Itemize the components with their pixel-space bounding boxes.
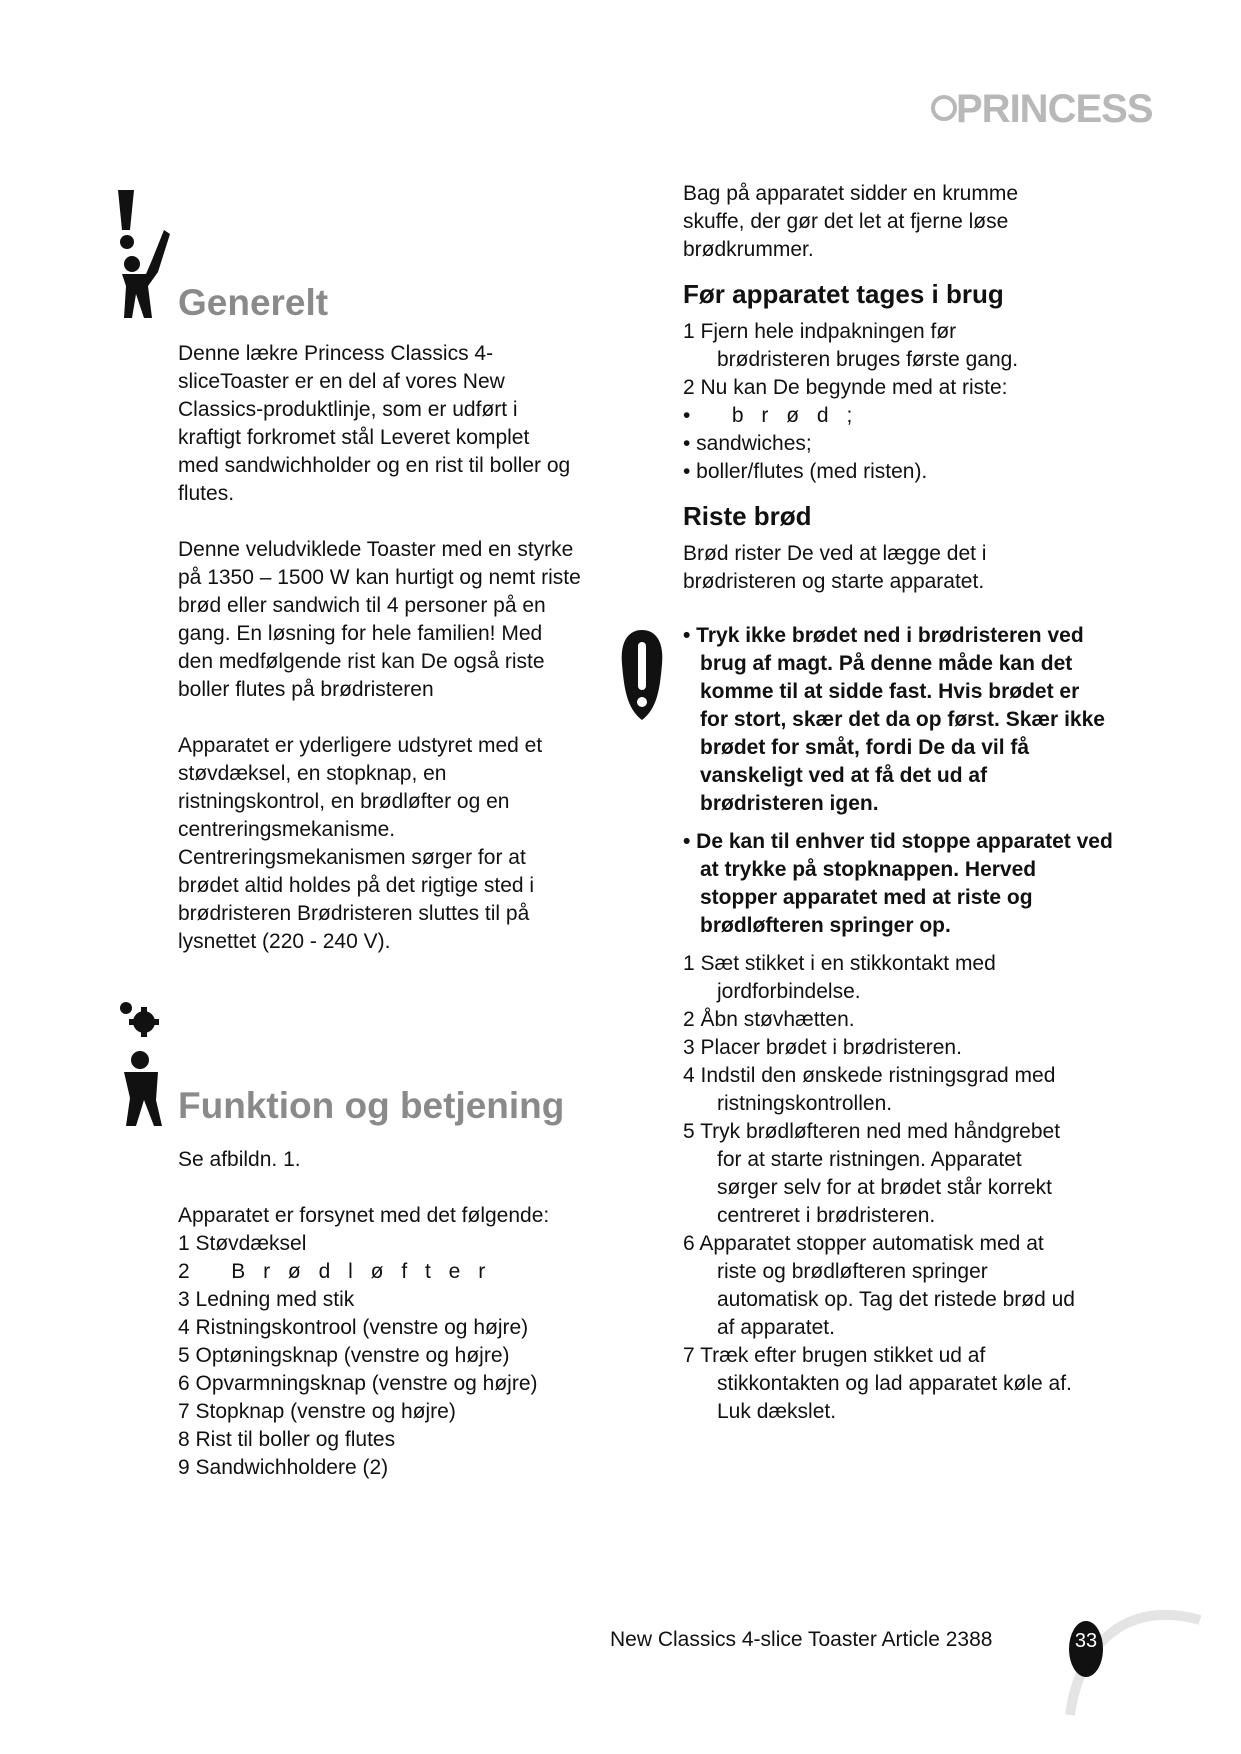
heading-toast-bread: Riste brød — [683, 501, 812, 531]
gear-person-icon — [116, 1000, 176, 1135]
parts-list — [178, 1230, 618, 1482]
text-line: ristningskontrol, en brødløfter og en — [178, 790, 510, 813]
bullet-item: • boller/flutes (med risten). — [683, 460, 928, 483]
step-line: Luk dækslet. — [717, 1400, 837, 1423]
text-line: Apparatet er yderligere udstyret med et — [178, 734, 543, 757]
step-line: 2 Åbn støvhætten. — [683, 1008, 855, 1031]
parts-intro: Apparatet er forsynet med det følgende: — [178, 1204, 550, 1227]
text-line: gang. En løsning for hele familien! Med — [178, 622, 543, 645]
step-line: 5 Tryk brødløfteren ned med håndgrebet — [683, 1120, 1061, 1143]
text-line: brødet altid holdes på det rigtige sted i — [178, 874, 535, 897]
warning-item: • Tryk ikke brødet ned i brødristeren ved brug af magt. På denne måde kan det komme til at sidde fast. Hvis brødet er for stort, skær det da op først. Skær ikke brødet for småt, fordi De da vil få vanskeligt ved at få det ud af brødristeren igen. — [683, 624, 1105, 815]
bullet-item: • brød; — [683, 404, 871, 427]
left-column — [178, 340, 618, 956]
list-item: 2 Brødløfter — [178, 1260, 504, 1283]
before-step-1-cont: brødristeren bruges første gang. — [717, 348, 1019, 371]
bullet-item: • sandwiches; — [683, 432, 812, 455]
step-line: riste og brødløfteren springer — [717, 1260, 988, 1283]
text-line: kraftigt forkromet stål Leveret komplet — [178, 426, 530, 449]
text-line: brødristeren Brødristeren sluttes til på — [178, 902, 530, 925]
exclamation-person-icon — [112, 190, 172, 325]
heading-funktion: Funktion og betjening — [178, 1085, 565, 1126]
list-item: 6 Opvarmningsknap (venstre og højre) — [178, 1372, 538, 1395]
crumb-tray-text — [683, 180, 1113, 264]
text-line: skuffe, der gør det let at fjerne løse — [683, 210, 1009, 233]
text-line: Denne veludviklede Toaster med en styrke — [178, 538, 574, 561]
page-number: 33 — [1069, 1621, 1103, 1677]
text-line: med sandwichholder og en rist til boller og — [178, 454, 571, 477]
right-column — [683, 180, 1113, 1426]
heading-before-use: Før apparatet tages i brug — [683, 279, 1004, 309]
text-line: flutes. — [178, 482, 235, 505]
usage-steps — [683, 950, 1113, 1426]
text-line: brødkrummer. — [683, 238, 814, 261]
text-line: Bag på apparatet sidder en krumme — [683, 182, 1019, 205]
list-item: 8 Rist til boller og flutes — [178, 1428, 396, 1451]
before-step-1: 1 Fjern hele indpakningen før — [683, 320, 957, 343]
function-section — [178, 1146, 618, 1482]
step-line: 4 Indstil den ønskede ristningsgrad med — [683, 1064, 1056, 1087]
text-line: på 1350 – 1500 W kan hurtigt og nemt riste — [178, 566, 581, 589]
step-line: af apparatet. — [717, 1316, 835, 1339]
step-line: sørger selv for at brødet står korrekt — [717, 1176, 1052, 1199]
list-item: 5 Optøningsknap (venstre og højre) — [178, 1344, 510, 1367]
step-line: 6 Apparatet stopper automatisk med at — [683, 1232, 1044, 1255]
text-line: Brød rister De ved at lægge det i — [683, 542, 987, 565]
text-line: brød eller sandwich til 4 personer på en — [178, 594, 546, 617]
text-line: centreringsmekanisme. — [178, 818, 396, 841]
text-line: sliceToaster er en del af vores New — [178, 370, 505, 393]
list-item: 9 Sandwichholdere (2) — [178, 1456, 389, 1479]
warning-block — [683, 622, 1113, 940]
step-line: centreret i brødristeren. — [717, 1204, 936, 1227]
list-item: 1 Støvdæksel — [178, 1232, 307, 1255]
text-line: boller flutes på brødristeren — [178, 678, 434, 701]
footer-text: New Classics 4-slice Toaster Article 2388 — [610, 1628, 993, 1651]
princess-logo — [930, 78, 1153, 136]
before-step-2: 2 Nu kan De begynde med at riste: — [683, 376, 1008, 399]
step-line: automatisk op. Tag det ristede brød ud — [717, 1288, 1075, 1311]
step-line: 1 Sæt stikket i en stikkontakt med — [683, 952, 996, 975]
general-paragraph-1 — [178, 340, 618, 508]
step-line: 7 Træk efter brugen stikket ud af — [683, 1344, 986, 1367]
step-line: jordforbindelse. — [717, 980, 861, 1003]
warning-exclamation-icon — [618, 628, 666, 729]
general-paragraph-3 — [178, 732, 618, 956]
see-figure-text: Se afbildn. 1. — [178, 1148, 301, 1171]
step-line: 3 Placer brødet i brødristeren. — [683, 1036, 962, 1059]
text-line: Denne lækre Princess Classics 4- — [178, 342, 494, 365]
general-paragraph-2 — [178, 536, 618, 704]
step-line: for at starte ristningen. Apparatet — [717, 1148, 1022, 1171]
text-line: lysnettet (220 - 240 V). — [178, 930, 391, 953]
step-line: stikkontakten og lad apparatet køle af. — [717, 1372, 1072, 1395]
step-line: ristningskontrollen. — [717, 1092, 893, 1115]
text-line: brødristeren og starte apparatet. — [683, 570, 985, 593]
text-line: Centreringsmekanismen sørger for at — [178, 846, 526, 869]
list-item: 4 Ristningskontrool (venstre og højre) — [178, 1316, 529, 1339]
list-item: 3 Ledning med stik — [178, 1288, 355, 1311]
list-item: 7 Stopknap (venstre og højre) — [178, 1400, 456, 1423]
warning-item: • De kan til enhver tid stoppe apparatet ved at trykke på stopknappen. Herved stopper apparatet med at riste og brødløfteren springer op. — [683, 830, 1113, 937]
text-line: Classics-produktlinje, som er udført i — [178, 398, 518, 421]
text-line: støvdæksel, en stopknap, en — [178, 762, 447, 785]
logo-text: PRINCESS — [956, 87, 1153, 131]
text-line: den medfølgende rist kan De også riste — [178, 650, 545, 673]
heading-generelt: Generelt — [178, 282, 329, 323]
